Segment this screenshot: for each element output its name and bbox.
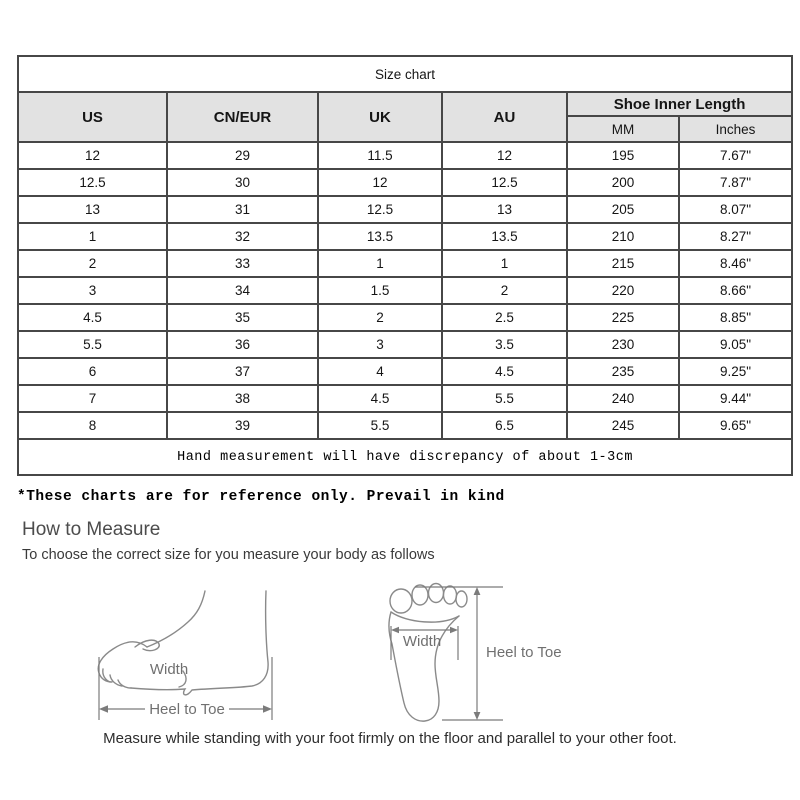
table-cell: 7.67" <box>679 142 792 169</box>
col-header-uk: UK <box>318 92 442 142</box>
table-cell: 4.5 <box>18 304 167 331</box>
table-cell: 1.5 <box>318 277 442 304</box>
table-cell: 6.5 <box>442 412 567 439</box>
foot-sole-view-diagram <box>385 580 570 728</box>
table-cell: 13.5 <box>318 223 442 250</box>
table-cell: 200 <box>567 169 679 196</box>
arrow-right-icon <box>450 627 458 633</box>
size-table-body <box>18 142 792 439</box>
arrow-right-icon <box>263 705 272 713</box>
foot-side-view-diagram <box>85 577 285 727</box>
table-cell: 31 <box>167 196 318 223</box>
foot-sole-outline-icon <box>389 584 467 722</box>
table-cell: 240 <box>567 385 679 412</box>
table-cell: 215 <box>567 250 679 277</box>
table-cell: 9.25" <box>679 358 792 385</box>
table-cell: 8.85" <box>679 304 792 331</box>
sole-heel-to-toe-label: Heel to Toe <box>486 644 562 661</box>
table-cell: 12 <box>318 169 442 196</box>
table-cell: 13.5 <box>442 223 567 250</box>
arrow-down-icon <box>474 712 481 720</box>
table-cell: 12.5 <box>318 196 442 223</box>
reference-note: *These charts are for reference only. Prevail in kind <box>17 489 505 505</box>
table-cell: 9.65" <box>679 412 792 439</box>
table-cell: 7 <box>18 385 167 412</box>
table-row <box>18 412 792 439</box>
how-to-measure-subheading: To choose the correct size for you measure your body as follows <box>22 547 435 563</box>
table-cell: 8.27" <box>679 223 792 250</box>
col-header-cn-eur: CN/EUR <box>167 92 318 142</box>
table-cell: 4.5 <box>318 385 442 412</box>
table-cell: 9.05" <box>679 331 792 358</box>
table-row <box>18 196 792 223</box>
table-cell: 4 <box>318 358 442 385</box>
table-cell: 2 <box>442 277 567 304</box>
arrow-left-icon <box>391 627 399 633</box>
table-cell: 1 <box>318 250 442 277</box>
table-cell: 5.5 <box>318 412 442 439</box>
table-cell: 29 <box>167 142 318 169</box>
table-cell: 8 <box>18 412 167 439</box>
col-header-inches: Inches <box>679 116 792 142</box>
table-cell: 4.5 <box>442 358 567 385</box>
table-cell: 195 <box>567 142 679 169</box>
table-cell: 1 <box>18 223 167 250</box>
table-cell: 210 <box>567 223 679 250</box>
table-cell: 12 <box>442 142 567 169</box>
size-chart-table <box>17 55 793 476</box>
table-cell: 225 <box>567 304 679 331</box>
table-row <box>18 250 792 277</box>
table-cell: 235 <box>567 358 679 385</box>
table-row <box>18 223 792 250</box>
table-cell: 3 <box>318 331 442 358</box>
table-cell: 30 <box>167 169 318 196</box>
table-cell: 2 <box>18 250 167 277</box>
how-to-measure-heading: How to Measure <box>22 519 161 540</box>
table-cell: 11.5 <box>318 142 442 169</box>
table-cell: 35 <box>167 304 318 331</box>
table-cell: 38 <box>167 385 318 412</box>
side-width-label: Width <box>149 661 189 678</box>
arrow-left-icon <box>99 705 108 713</box>
table-footnote-row <box>18 439 792 475</box>
table-cell: 12.5 <box>18 169 167 196</box>
table-row <box>18 385 792 412</box>
table-cell: 13 <box>442 196 567 223</box>
col-header-mm: MM <box>567 116 679 142</box>
table-cell: 8.07" <box>679 196 792 223</box>
table-title: Size chart <box>18 56 792 92</box>
measure-caption: Measure while standing with your foot firmly on the floor and parallel to your other foot. <box>103 730 677 747</box>
table-cell: 36 <box>167 331 318 358</box>
table-cell: 37 <box>167 358 318 385</box>
table-cell: 33 <box>167 250 318 277</box>
table-row <box>18 331 792 358</box>
table-cell: 8.66" <box>679 277 792 304</box>
table-cell: 205 <box>567 196 679 223</box>
table-row <box>18 142 792 169</box>
table-cell: 5.5 <box>18 331 167 358</box>
table-cell: 2 <box>318 304 442 331</box>
table-cell: 32 <box>167 223 318 250</box>
col-header-us: US <box>18 92 167 142</box>
col-header-au: AU <box>442 92 567 142</box>
table-cell: 5.5 <box>442 385 567 412</box>
table-cell: 230 <box>567 331 679 358</box>
table-row <box>18 304 792 331</box>
table-cell: 12.5 <box>442 169 567 196</box>
table-cell: 3.5 <box>442 331 567 358</box>
side-heel-to-toe-label: Heel to Toe <box>149 701 225 718</box>
table-cell: 1 <box>442 250 567 277</box>
table-cell: 6 <box>18 358 167 385</box>
table-row <box>18 277 792 304</box>
table-cell: 8.46" <box>679 250 792 277</box>
foot-side-outline-icon <box>98 591 268 695</box>
table-cell: 9.44" <box>679 385 792 412</box>
table-cell: 13 <box>18 196 167 223</box>
table-footnote: Hand measurement will have discrepancy of about 1-3cm <box>18 439 792 475</box>
table-title-row <box>18 56 792 92</box>
table-cell: 39 <box>167 412 318 439</box>
table-cell: 7.87" <box>679 169 792 196</box>
table-header-row <box>18 92 792 116</box>
table-cell: 3 <box>18 277 167 304</box>
table-cell: 12 <box>18 142 167 169</box>
arrow-up-icon <box>474 587 481 595</box>
table-row <box>18 358 792 385</box>
table-cell: 34 <box>167 277 318 304</box>
sole-width-label: Width <box>402 633 442 650</box>
table-cell: 245 <box>567 412 679 439</box>
table-row <box>18 169 792 196</box>
col-header-shoe-inner-length: Shoe Inner Length <box>567 92 792 116</box>
table-cell: 220 <box>567 277 679 304</box>
table-cell: 2.5 <box>442 304 567 331</box>
